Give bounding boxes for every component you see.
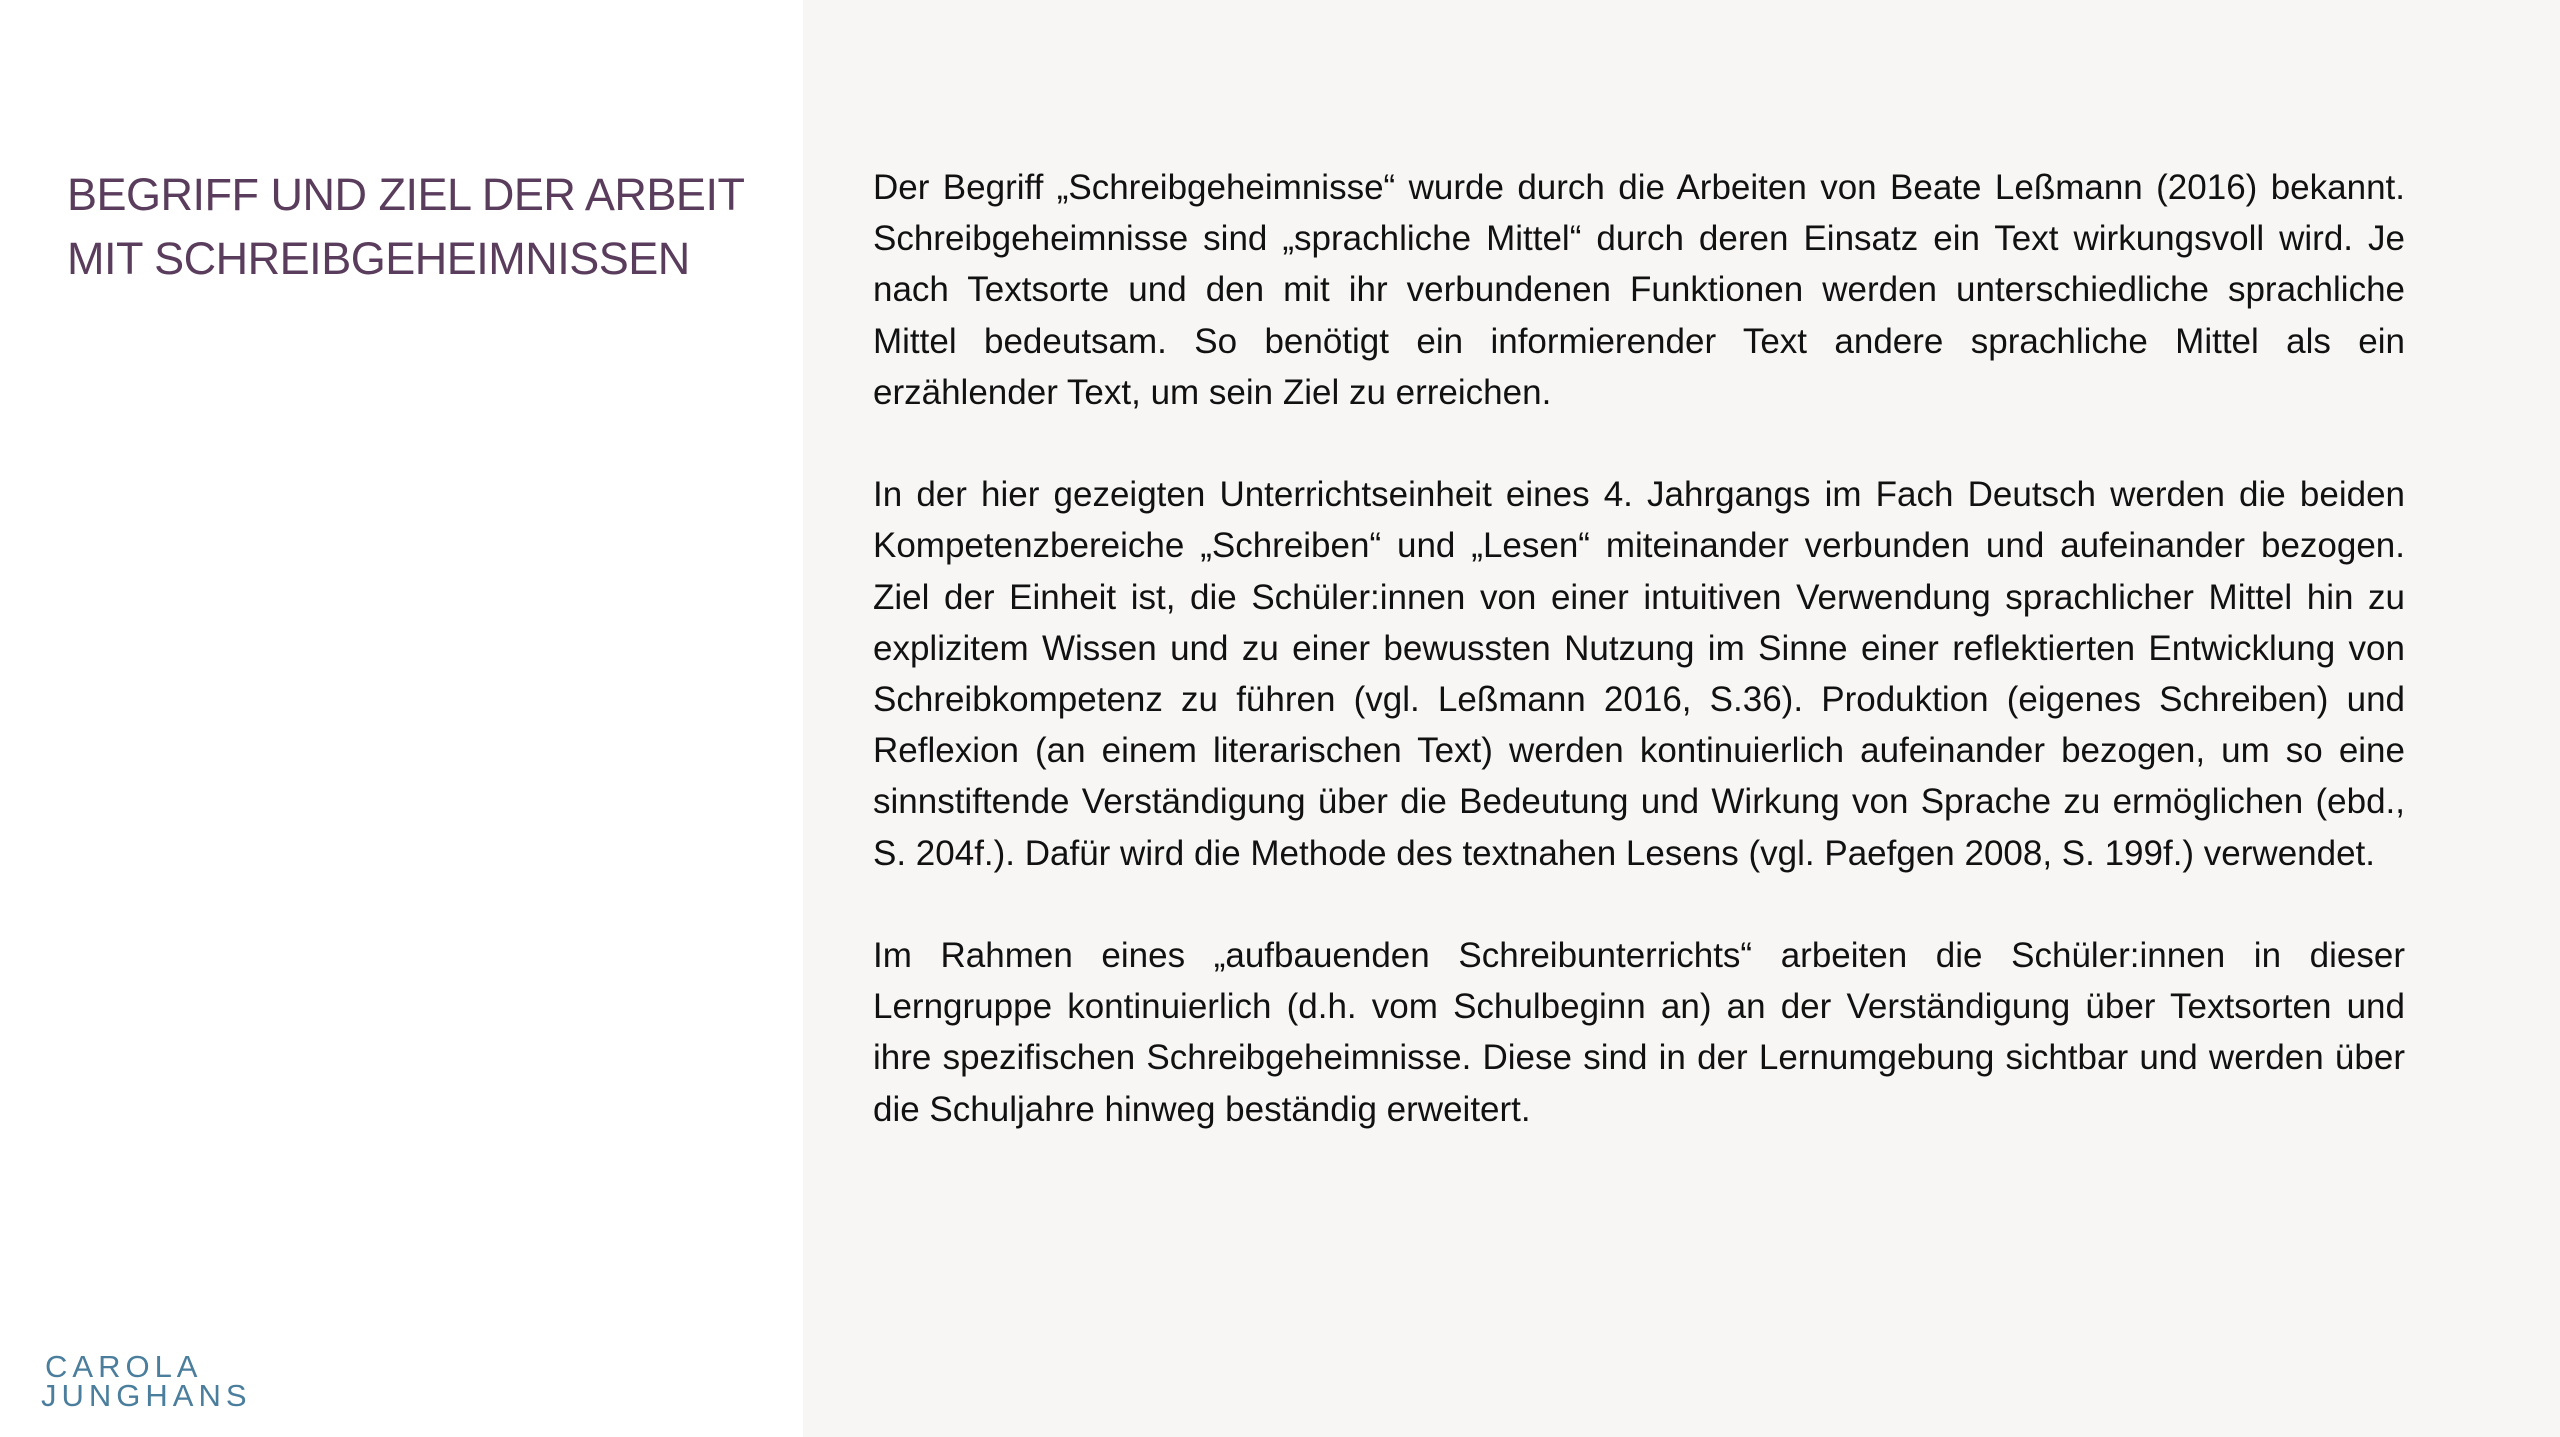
slide-title bbox=[67, 163, 767, 291]
slide-title-line-1: BEGRIFF UND ZIEL DER ARBEIT bbox=[67, 169, 745, 220]
left-panel bbox=[0, 0, 803, 1437]
paragraph-writing-instruction: Im Rahmen eines „aufbauenden Schreibunterrichts“ arbeiten die Schüler:innen in dieser Lerngruppe kontinuierlich (d.h. vom Schulbeginn an) an der Verständigung über Textsorten und ihre spezifischen Schreibgeheimnisse. Diese sind in der Lernumgebung sichtbar und werden über die Schuljahre hinweg beständig erweitert. bbox=[873, 936, 2405, 1129]
author-logo-line-1: CAROLA bbox=[45, 1349, 203, 1384]
paragraph-definition: Der Begriff „Schreibgeheimnisse“ wurde durch die Arbeiten von Beate Leßmann (2016) bekannt. Schreibgeheimnisse sind „sprachliche Mittel“ durch deren Einsatz ein Text wirkungsvoll wird. Je nach Textsorte und den mit ihr verbundenen Funktionen werden unterschiedliche sprachliche Mittel bedeutsam. So benötigt ein informierender Text andere sprachliche Mittel als ein erzählender Text, um sein Ziel zu erreichen. bbox=[873, 168, 2405, 412]
author-logo-line-2: JUNGHANS bbox=[41, 1378, 252, 1413]
author-logo bbox=[41, 1349, 252, 1413]
body-text bbox=[873, 162, 2405, 1186]
slide-title-line-2: MIT SCHREIBGEHEIMNISSEN bbox=[67, 233, 690, 284]
paragraph-unit-goal: In der hier gezeigten Unterrichtseinheit eines 4. Jahrgangs im Fach Deutsch werden die beiden Kompetenzbereiche „Schreiben“ und „Lesen“ miteinander verbunden und aufeinander bezogen. Ziel der Einheit ist, die Schüler:innen von einer intuitiven Verwendung sprachlicher Mittel hin zu explizitem Wissen und zu einer bewussten Nutzung im Sinne einer reflektierten Entwicklung von Schreibkompetenz zu führen (vgl. Leßmann 2016, S.36). Produktion (eigenes Schreiben) und Reflexion (an einem literarischen Text) werden kontinuierlich aufeinander bezogen, um so eine sinnstiftende Verständigung über die Bedeutung und Wirkung von Sprache zu ermöglichen (ebd., S. 204f.). Dafür wird die Methode des textnahen Lesens (vgl. Paefgen 2008, S. 199f.) verwendet. bbox=[873, 475, 2405, 873]
